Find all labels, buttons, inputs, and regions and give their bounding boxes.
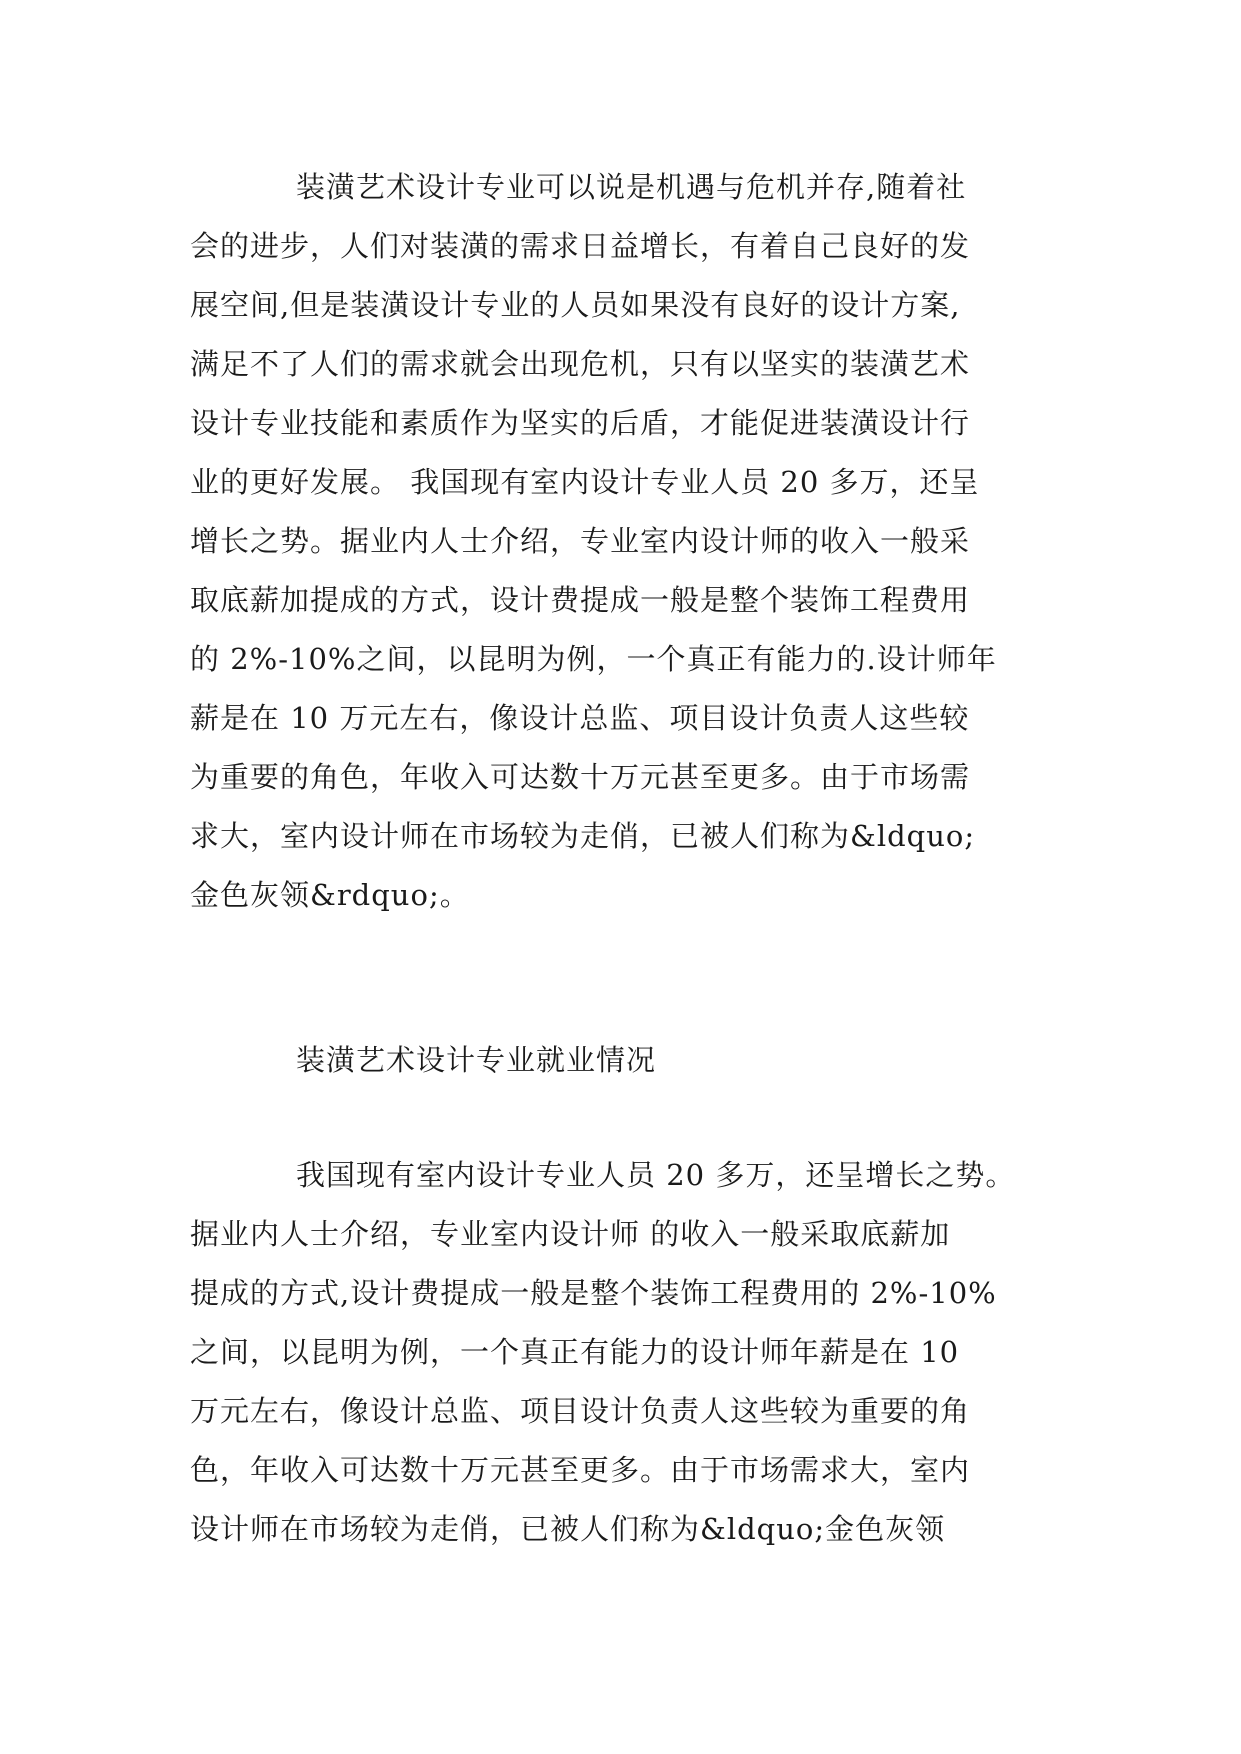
paragraph-line: 之间，以昆明为例，一个真正有能力的设计师年薪是在 10 [190,1335,960,1369]
paragraph-line: 满足不了人们的需求就会出现危机，只有以坚实的装潢艺术 [190,347,971,381]
paragraph-line: 提成的方式,设计费提成一般是整个装饰工程费用的 2%-10% [190,1276,997,1310]
paragraph-line: 增长之势。据业内人士介绍，专业室内设计师的收入一般采 [190,524,971,558]
paragraph-line: 色，年收入可达数十万元甚至更多。由于市场需求大，室内 [190,1453,971,1487]
paragraph-line: 业的更好发展。 我国现有室内设计专业人员 20 多万，还呈 [190,465,980,499]
paragraph-line: 展空间,但是装潢设计专业的人员如果没有良好的设计方案, [190,288,961,322]
paragraph-line: 设计师在市场较为走俏，已被人们称为&ldquo;金色灰领 [190,1512,946,1546]
paragraph-line: 求大，室内设计师在市场较为走俏，已被人们称为&ldquo; [190,819,976,853]
section-heading [190,1031,1090,1090]
section-heading-text: 装潢艺术设计专业就业情况 [296,1043,657,1077]
paragraph-line: 会的进步，人们对装潢的需求日益增长，有着自己良好的发 [190,229,971,263]
paragraph-career-outlook [190,158,1090,925]
paragraph-line: 薪是在 10 万元左右，像设计总监、项目设计负责人这些较 [190,701,970,735]
paragraph-line: 为重要的角色，年收入可达数十万元甚至更多。由于市场需 [190,760,971,794]
paragraph-line: 我国现有室内设计专业人员 20 多万，还呈增长之势。 [296,1158,1016,1192]
paragraph-line: 的 2%-10%之间，以昆明为例，一个真正有能力的.设计师年 [190,642,997,676]
paragraph-line: 取底薪加提成的方式，设计费提成一般是整个装饰工程费用 [190,583,971,617]
paragraph-line: 万元左右，像设计总监、项目设计负责人这些较为重要的角 [190,1394,971,1428]
paragraph-line: 装潢艺术设计专业可以说是机遇与危机并存,随着社 [296,170,967,204]
paragraph-employment [190,1146,1090,1559]
paragraph-line: 据业内人士介绍，专业室内设计师 的收入一般采取底薪加 [190,1217,951,1251]
paragraph-line: 设计专业技能和素质作为坚实的后盾，才能促进装潢设计行 [190,406,971,440]
paragraph-line: 金色灰领&rdquo;。 [190,878,470,912]
